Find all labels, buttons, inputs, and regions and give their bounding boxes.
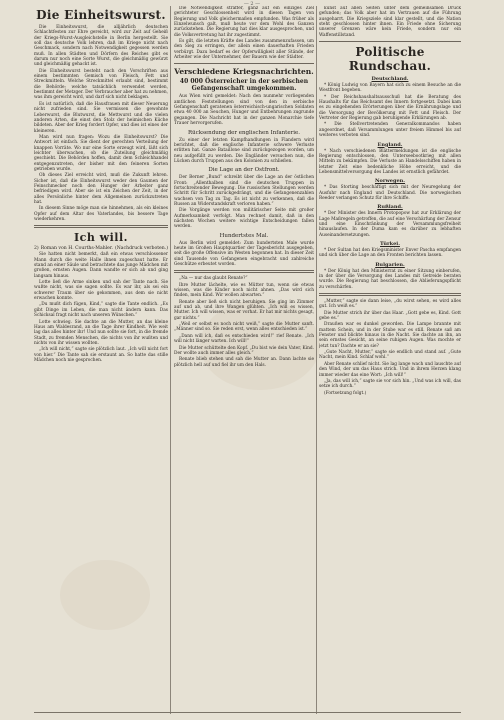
section-divider xyxy=(174,63,314,64)
column-right xyxy=(319,6,461,714)
section-title: Politische Rundschau. xyxy=(348,45,432,74)
serial-title: Ich will. xyxy=(73,231,128,245)
paragraph: Renate blieb stehen und sah die Mutter an. Dann lachte sie plötzlich hell auf und fiel ihr um den Hals. xyxy=(174,357,314,368)
paragraph: Man wird nun fragen: Wozu die Einheitswurst? Die Antwort ist einfach. Sie dient der gerechten Verteilung der knappen Vorräte. Wo nur eine Sorte erzeugt wird, läßt sich leichter überwachen, ob die Zuteilung gleichmäßig geschieht. Die Behörden hoffen, damit dem Schleichhandel entgegenzutreten, der bisher mit den feineren Sorten getrieben wurde. xyxy=(34,134,168,172)
paragraph: Die Notwendigkeit straffer, ganz auf ein einziges Ziel gerichteter Geschlossenheit wird in diesen Tagen von Regierung und Volk gleichermaßen empfunden. Was früher als Einzelwunsch galt, muß heute vor dem Wohl des Ganzen zurückstehen. Die Regierung hat dies klar ausgesprochen, und die Volksvertretung hat ihr zugestimmt. xyxy=(174,6,314,38)
country-heading: Deutschland. xyxy=(371,76,409,83)
paragraph: Lotte schwieg. Sie dachte an die Mutter, an das kleine Haus am Waldesrand, an die Tage ihrer Kindheit. Wie weit lag das alles hinter ihr! Und nun sollte sie fort, in die fremde Stadt, zu fremden Menschen, die nichts von ihr wußten und nichts von ihr wissen wollten. xyxy=(34,319,168,346)
paragraph: * Der König hat den Ministerrat zu einer Sitzung einberufen, in der über die Versorgung des Landes mit Getreide beraten wurde. Die Regierung hat beschlossen, die Ablieferungspflicht zu verschärfen. xyxy=(319,268,461,290)
country-heading: England. xyxy=(377,141,403,148)
paragraph: * Der Reichshaushaltsausschuß hat die Beratung des Haushalts für das Reichsamt des Innern fortgesetzt. Dabei kam es zu eingehenden Erörterungen über die Ernährungslage und die Versorgung der Bevölkerung mit Fett und Fleisch. Der Vertreter der Regierung gab beruhigende Erklärungen ab. xyxy=(319,94,461,122)
page-number: — 2 — xyxy=(243,1,261,7)
paragraph: In diesem Sinne möge man sie hinnehmen, als ein kleines Opfer auf dem Altar des Vaterlandes, bis bessere Tage wiederkehren. xyxy=(34,206,168,223)
paragraph: „Na — nur das glaubt Renate?“ xyxy=(179,276,248,282)
serial-note: (Nachdruck verboten.) xyxy=(115,246,168,252)
paragraph: Die Mutter strich ihr über das Haar. „Gott gebe es, Kind. Gott gebe es.“ xyxy=(319,310,461,322)
paragraph: Die Einheitswurst, die alljährlich deutschen Schlachtfesten zur Ehre gereicht, wird zur Zeit auf Geheiß der Kriegs-Wurst-Ausgleichstelle in Berlin hergestellt. Sie soll das deutsche Volk lehren, daß im Kriege nicht nach Geschmack, sondern nach Notwendigkeit gegessen werden muß. In allen Städten und Dörfern des Reiches gibt es darum nur noch eine Sorte Wurst, die gleichmäßig gewürzt und gleichmäßig gehackt ist. xyxy=(34,25,168,68)
footer-rule xyxy=(34,712,461,713)
section-divider xyxy=(174,270,314,273)
paragraph: (Fortsetzung folgt.) xyxy=(324,390,367,396)
subheading: Die Lage an der Ostfront. xyxy=(208,167,280,174)
paragraph: Der Berner „Bund“ schreibt über die Lage an der östlichen Front: „Allenthalben sind die deutschen Truppen in fortschreitender Bewegung. Die russischen Stellungen werden Schritt für Schritt zurückgedrängt, und die Gefangenenzahlen wachsen von Tag zu Tag. Es ist nicht zu verkennen, daß die Russen an Widerstandskraft verloren haben.“ xyxy=(174,175,314,207)
paragraph: Ihre Mutter lächelte, wie es Mütter tun, wenn sie etwas wissen, was die Kinder noch nicht ahnen. „Das wird sich finden, mein Kind. Wir wollen abwarten.“ xyxy=(174,282,314,299)
country-heading: Türkei. xyxy=(380,240,400,247)
paragraph: Aber Renate schlief nicht. Sie lag lange wach und lauschte auf den Wind, der um das Haus strich. Und in ihrem Herzen klang immer wieder das eine Wort: „Ich will!“ xyxy=(319,361,461,378)
column-divider xyxy=(316,6,317,714)
paragraph: Die Einheitswurst besteht nach den Vorschriften aus einem bestimmten Gemisch von Fleisch, Fett und Streckmitteln. Welche Streckmittel erlaubt sind, bestimmt die Behörde; welche tatsächlich verwendet werden, bestimmt der Metzger. Der Verbraucher aber hat zu nehmen, was ihm gereicht wird, und darf sich nicht beklagen. xyxy=(34,68,168,101)
paragraph: * König Ludwig von Bayern hat sich zu einem Besuche an die Westfront begeben. xyxy=(319,83,461,94)
serial-body xyxy=(319,299,461,396)
serial-body xyxy=(34,252,168,363)
paragraph: * Der Minister des Innern Protopopow hat zur Erklärung der Lage Maßregeln getroffen, die auf eine Verschärfung der Zensur und eine Einschränkung der Versammlungsfreiheit hinauslaufen. In der Duma kam es darüber zu lebhaften Auseinandersetzungen. xyxy=(319,211,461,238)
section-divider xyxy=(34,225,168,228)
serial-byline xyxy=(34,246,168,251)
subheading: Rücksendung der englischen Infanterie. xyxy=(188,129,300,136)
paragraph: „Du mußt dich fügen, Kind,“ sagte die Tante endlich. „Es gibt Dinge im Leben, die man nicht ändern kann. Das Schicksal fragt nicht nach unseren Wünschen.“ xyxy=(34,302,168,319)
paragraph: Draußen war es dunkel geworden. Die Lampe brannte mit mattem Schein, und in der Stube war es still. Renate saß am Fenster und blickte hinaus in die Nacht. Sie dachte an ihn, an sein ernstes Gesicht, an seine ruhigen Augen. Was mochte er jetzt tun? Dachte er an sie? xyxy=(319,322,461,349)
article-body xyxy=(34,25,168,222)
column-left xyxy=(34,6,168,714)
paragraph: „Ja, das will ich,“ sagte sie vor sich hin. „Und was ich will, das setze ich durch.“ xyxy=(319,378,461,390)
country-heading: Bulgarien. xyxy=(375,261,405,268)
paragraph: Es ist natürlich, daß die Hausfrauen mit dieser Neuerung nicht zufrieden sind. Sie vermissen die gewohnte Leberwurst, die Blutwurst, die Mettwurst und die vielen anderen Arten, die einst den Stolz der heimischen Küche bildeten. Aber der Krieg fordert Opfer, und dies ist eines der kleineren. xyxy=(34,101,168,134)
paragraph: Ob dieses Ziel erreicht wird, muß die Zukunft lehren. Sicher ist, daß die Einheitswurst weder den Gaumen der Feinschmecker noch den Hunger der Arbeiter ganz befriedigen wird. Aber sie ist ein Zeichen der Zeit, in der alles Persönliche hinter dem Allgemeinen zurückzutreten hat. xyxy=(34,173,168,205)
paragraph: Zu einer der letzten Kampfhandlungen in Flandern wird berichtet, daß die englische Infanterie schwere Verluste erlitten hat. Ganze Bataillone sind zurückgezogen worden, um neu aufgefüllt zu werden. Die Engländer versuchen nun, die Lücken durch Truppen aus den Kolonien zu schließen. xyxy=(174,137,314,164)
paragraph: Aus Berlin wird gemeldet: Zum hundertsten Male wurde heute im Großen Hauptquartier der Tagesbericht ausgegeben, seit die große Offensive im Westen begonnen hat. In dieser Zeit sind Tausende von Gefangenen eingebracht und zahlreiche Geschütze erbeutet worden. xyxy=(174,240,314,268)
paragraph: Es gilt, die letzten Kräfte des Landes zusammenzufassen, um den Sieg zu erringen, der allein einen dauerhaften Frieden verbürgt. Dazu bedarf es der Opferwilligkeit aller Stände, der Arbeiter wie der Unternehmer, der Bauern wie der Städter. xyxy=(174,39,314,61)
article-title: Die Einheitswurst. xyxy=(36,8,166,22)
paragraph: * Nach verschiedenen Blättermeldungen ist die englische Regierung entschlossen, den Unterseebootkrieg mit allen Mitteln zu bekämpfen. Die Verluste an Handelsschiffen haben in letzter Zeit eine bedenkliche Höhe erreicht, und die Lebensmittelversorgung des Landes ist ernstlich gefährdet. xyxy=(319,148,461,175)
paragraph: „Weil er selbst es noch nicht weiß,“ sagte die Mutter sanft. „Männer sind so. Sie reden erst, wenn alles entschieden ist.“ xyxy=(174,322,314,333)
paragraph: Die Vorgänge werden von militärischer Seite mit großer Aufmerksamkeit verfolgt. Man rechnet damit, daß in den nächsten Wochen weitere wichtige Entscheidungen fallen werden. xyxy=(174,208,314,230)
paragraph: Sie hatten nicht bemerkt, daß ein etwas verschlossener Mann durch die weite Halle ihnen zugeschaut hatte. Er stand an einer Säule und betrachtete das junge Mädchen mit großen, ernsten Augen. Dann wandte er sich ab und ging langsam hinaus. xyxy=(34,252,168,279)
paragraph: Aus Wien wird gemeldet: Nach den nunmehr vorliegenden amtlichen Feststellungen sind von den in serbische Gefangenschaft geratenen österreichisch-ungarischen Soldaten etwa 40 000 an Seuchen, Hunger und Entbehrungen zugrunde gegangen. Die Nachricht hat in der ganzen Monarchie tiefe Trauer hervorgerufen. xyxy=(174,94,314,127)
paragraph: Lotte ließ die Arme sinken und sah der Tante nach. Sie wußte nicht, was sie sagen sollte. Es war ihr, als sei ein schwerer Traum über sie gekommen, aus dem sie nicht erwachen konnte. xyxy=(34,280,168,302)
section-title: Verschiedene Kriegsnachrichten. xyxy=(174,67,314,77)
serial-part: 2) xyxy=(34,246,39,252)
paragraph: * Die Stellvertretenden Generalkommandos haben angeordnet, daß Versammlungen unter freiem Himmel bis auf weiteres verboten sind. xyxy=(319,122,461,139)
country-heading: Rußland. xyxy=(377,204,403,211)
section-divider xyxy=(319,41,461,42)
country-heading: Norwegen. xyxy=(374,178,406,185)
serial-body xyxy=(174,276,314,368)
serial-author: Roman von H. Courths-Mahler. xyxy=(40,246,114,252)
paragraph: „Ich will nicht,“ sagte sie plötzlich laut. „Ich will nicht fort von hier.“ Die Tante sah sie erstaunt an. So hatte das stille Mädchen noch nie gesprochen. xyxy=(34,347,168,363)
paragraph: * Das Storting beschäftigt sich mit der Neuregelung der Ausfuhr nach England und Deutschland. Die norwegischen Reeder verlangen Schutz für ihre Schiffe. xyxy=(319,185,461,201)
paragraph: Renate aber ließ sich nicht beruhigen. Sie ging im Zimmer auf und ab, und ihre Wangen glühten. „Ich will es wissen, Mutter. Ich will wissen, was er vorhat. Er hat mir nichts gesagt, gar nichts.“ xyxy=(174,299,314,321)
paragraph: „Mutter,“ sagte sie dann leise, „du wirst sehen, es wird alles gut. Ich weiß es.“ xyxy=(319,299,461,310)
column-divider xyxy=(170,6,171,714)
paragraph: * Der Sultan hat den Kriegsminister Enver Pascha empfangen und sich über die Lage an den Fronten berichten lassen. xyxy=(319,247,461,259)
paragraph: Die Mutter schüttelte den Kopf. „Du bist wie dein Vater, Kind. Der wollte auch immer alles gleich.“ xyxy=(174,345,314,356)
subheading: Hundertstes Mal. xyxy=(219,232,269,239)
section-subtitle: 40 000 Österreicher in der serbischen Gefangenschaft umgekommen. xyxy=(179,78,309,93)
column-middle xyxy=(174,6,314,714)
paragraph: kunst auf allen Seiten unter dem gemeinsamen Druck gefunden; das Volk aber hat im Vertrauen auf die Führung ausgeharrt. Die Kriegsziele sind klar gestellt, und die Nation steht geschlossen hinter ihnen. Ein Friede ohne Sicherung unserer Grenzen wäre kein Friede, sondern nur ein Waffenstillstand. xyxy=(319,6,461,38)
paragraph: „Gute Nacht, Mutter,“ sagte sie endlich und stand auf. „Gute Nacht, mein Kind. Schlaf wohl.“ xyxy=(319,350,461,361)
section-divider xyxy=(319,293,461,296)
article-body xyxy=(174,6,314,60)
paragraph: „Dann will ich, daß es entschieden wird!“ rief Renate. „Ich will nicht länger warten. Ich will!“ xyxy=(174,333,314,345)
